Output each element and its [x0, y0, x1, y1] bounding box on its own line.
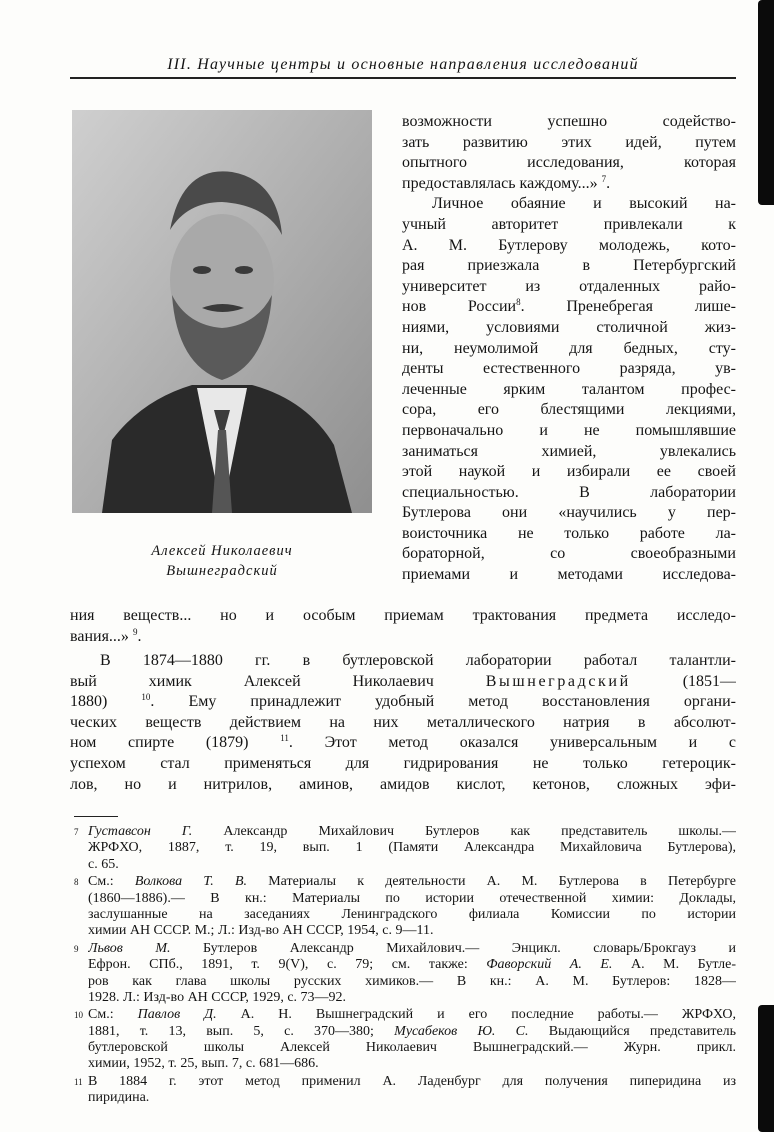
footnote-9	[74, 941, 736, 1007]
text-line: ния веществ... но и особым приемам трактования предмета исследо-	[70, 607, 736, 624]
footnote-7	[74, 824, 736, 873]
footnote-line: бутлеровской школы Алексей Николаевич Вышнеградский.— Журн. прикл.	[88, 1040, 736, 1056]
text-line: первоначально и не помышлявшие	[402, 421, 736, 439]
portrait-caption	[72, 541, 372, 581]
footnote-line: Густавсон Г. Александр Михайлович Бутлеров как представитель школы.—	[88, 824, 736, 839]
scan-edge-bottom	[758, 1005, 774, 1132]
footnote-line: Львов М. Бутлеров Александр Михайлович.— Энцикл. словарь/Брокгауз и	[88, 940, 736, 956]
text-line: предоставлялась каждому...» $^7$.	[402, 173, 611, 192]
text-line: Бутлерова они «научились у пер-	[402, 504, 736, 522]
text-line: лов, но и нитрилов, аминов, амидов кислот, кетонов, сложных эфи-	[70, 775, 736, 793]
portrait-photo	[72, 110, 372, 513]
text-line: 1880) $^{10}$. Ему принадлежит удобный метод восстановления органи-	[70, 692, 736, 711]
scan-edge-top	[758, 0, 774, 205]
text-line: воисточника не только работе ла-	[402, 524, 736, 542]
footnotes	[74, 824, 736, 1108]
text-line: ческих веществ действием на них металлического натрия в абсолют-	[70, 713, 736, 731]
text-line: успехом стал применяться для гидрирования не только гетероцик-	[70, 754, 736, 772]
footnote-11	[74, 1074, 736, 1107]
footnote-10	[74, 1007, 736, 1073]
text-line: денты естественного разряда, ув-	[402, 360, 736, 378]
footnote-number: 7	[74, 827, 79, 837]
footnote-line: (1860—1886).— В кн.: Материалы по истории отечественной химии: Доклады,	[88, 890, 736, 906]
text-line: приемами и методами исследова-	[402, 566, 736, 584]
footnote-ref[interactable]: 8	[516, 297, 521, 308]
text-line: университет из отдаленных райо-	[402, 277, 736, 295]
text-line: бораторной, со своеобразными	[402, 545, 736, 563]
text-line: вания...» $^9$.	[70, 626, 142, 645]
text-line: опытного исследования, которая	[402, 154, 736, 172]
footnote-number: 11	[74, 1076, 83, 1087]
text-line: рая приезжала в Петербургский	[402, 257, 736, 275]
caption-line: Вышнеградский	[166, 563, 278, 579]
footnote-line: пиридина.	[88, 1090, 150, 1106]
footnote-ref[interactable]: 9	[132, 626, 138, 637]
footnote-line: См.: Павлов Д. А. Н. Вышнеградский и его последние работы.— ЖРФХО,	[88, 1007, 736, 1023]
footnote-number: 8	[74, 877, 79, 888]
text-line: нов России$^8$. Пренебрегая лише-	[402, 297, 736, 316]
text-line: учный авторитет привлекали к	[402, 215, 736, 233]
footnote-number: 9	[74, 943, 79, 954]
text-line: зать развитию этих идей, путем	[402, 133, 736, 151]
footnote-line: заслушанные на заседаниях Ленинградского филиала Комиссии по истории	[88, 906, 736, 922]
footnote-line: химии АН СССР. М.; Л.: Изд-во АН СССР, 1954, с. 9—11.	[88, 923, 434, 939]
text-line: ни, неумолимой для бедных, сту-	[402, 339, 736, 357]
caption-line: Алексей Николаевич	[151, 543, 293, 559]
footnote-line: 1928. Л.: Изд-во АН СССР, 1929, с. 73—92.	[88, 989, 347, 1005]
footnote-number: 10	[74, 1010, 83, 1021]
text-line: ниями, условиями столичной жиз-	[402, 318, 736, 336]
text-line: В 1874—1880 гг. в бутлеровской лаборатории работал талантли-	[100, 652, 736, 669]
text-line: леченные ярким талантом профес-	[402, 380, 736, 398]
text-line: вый химик Алексей Николаевич Вышнеградский (1851—	[70, 672, 736, 690]
text-line: заниматься химией, увлекались	[402, 442, 736, 460]
footnote-line: ров как глава школы русских химиков.— В кн.: А. М. Бутлеров: 1828—	[88, 973, 736, 989]
text-wrap-column	[402, 112, 736, 586]
text-line: А. М. Бутлерову молодежь, кото-	[402, 236, 736, 254]
text-line: возможности успешно содейство-	[402, 113, 736, 130]
footnote-line: химии, 1952, т. 25, вып. 7, с. 681—686.	[88, 1056, 319, 1072]
footnote-ref[interactable]: 10	[141, 692, 151, 703]
footnote-line: ЖРФХО, 1887, т. 19, вып. 1 (Памяти Александра Михайловича Бутлерова),	[88, 840, 736, 856]
text-line: этой наукой и избирали ее своей	[402, 463, 736, 481]
footnote-line: В 1884 г. этот метод применил А. Ладенбург для получения пиперидина из	[88, 1073, 736, 1089]
body-text	[70, 606, 736, 647]
body-text	[70, 651, 736, 795]
text-line: ном спирте (1879) $^{11}$. Этот метод оказался универсальным и с	[70, 733, 736, 752]
footnote-line: Ефрон. СПб., 1891, т. 9(V), с. 79; см. также: Фаворский А. Е. А. М. Бутле-	[88, 957, 736, 973]
footnote-rule	[74, 816, 118, 817]
footnote-ref[interactable]: 7	[601, 173, 607, 184]
footnote-line: с. 65.	[88, 856, 119, 872]
footnote-8	[74, 874, 736, 940]
footnote-ref[interactable]: 11	[280, 733, 289, 744]
text-line: специальностью. В лаборатории	[402, 483, 736, 501]
portrait-illustration	[72, 110, 372, 513]
text-line: сора, его блестящими лекциями,	[402, 401, 736, 419]
spaced-name: Вышнеградский	[485, 672, 631, 690]
text-line: Личное обаяние и высокий на-	[432, 195, 736, 213]
footnote-line: 1881, т. 13, вып. 5, с. 370—380; Мусабеков Ю. С. Выдающийся представитель	[88, 1023, 736, 1039]
running-head: III. Научные центры и основные направления исследований	[70, 56, 736, 79]
footnote-line: См.: Волкова Т. В. Материалы к деятельности А. М. Бутлерова в Петербурге	[88, 874, 736, 890]
